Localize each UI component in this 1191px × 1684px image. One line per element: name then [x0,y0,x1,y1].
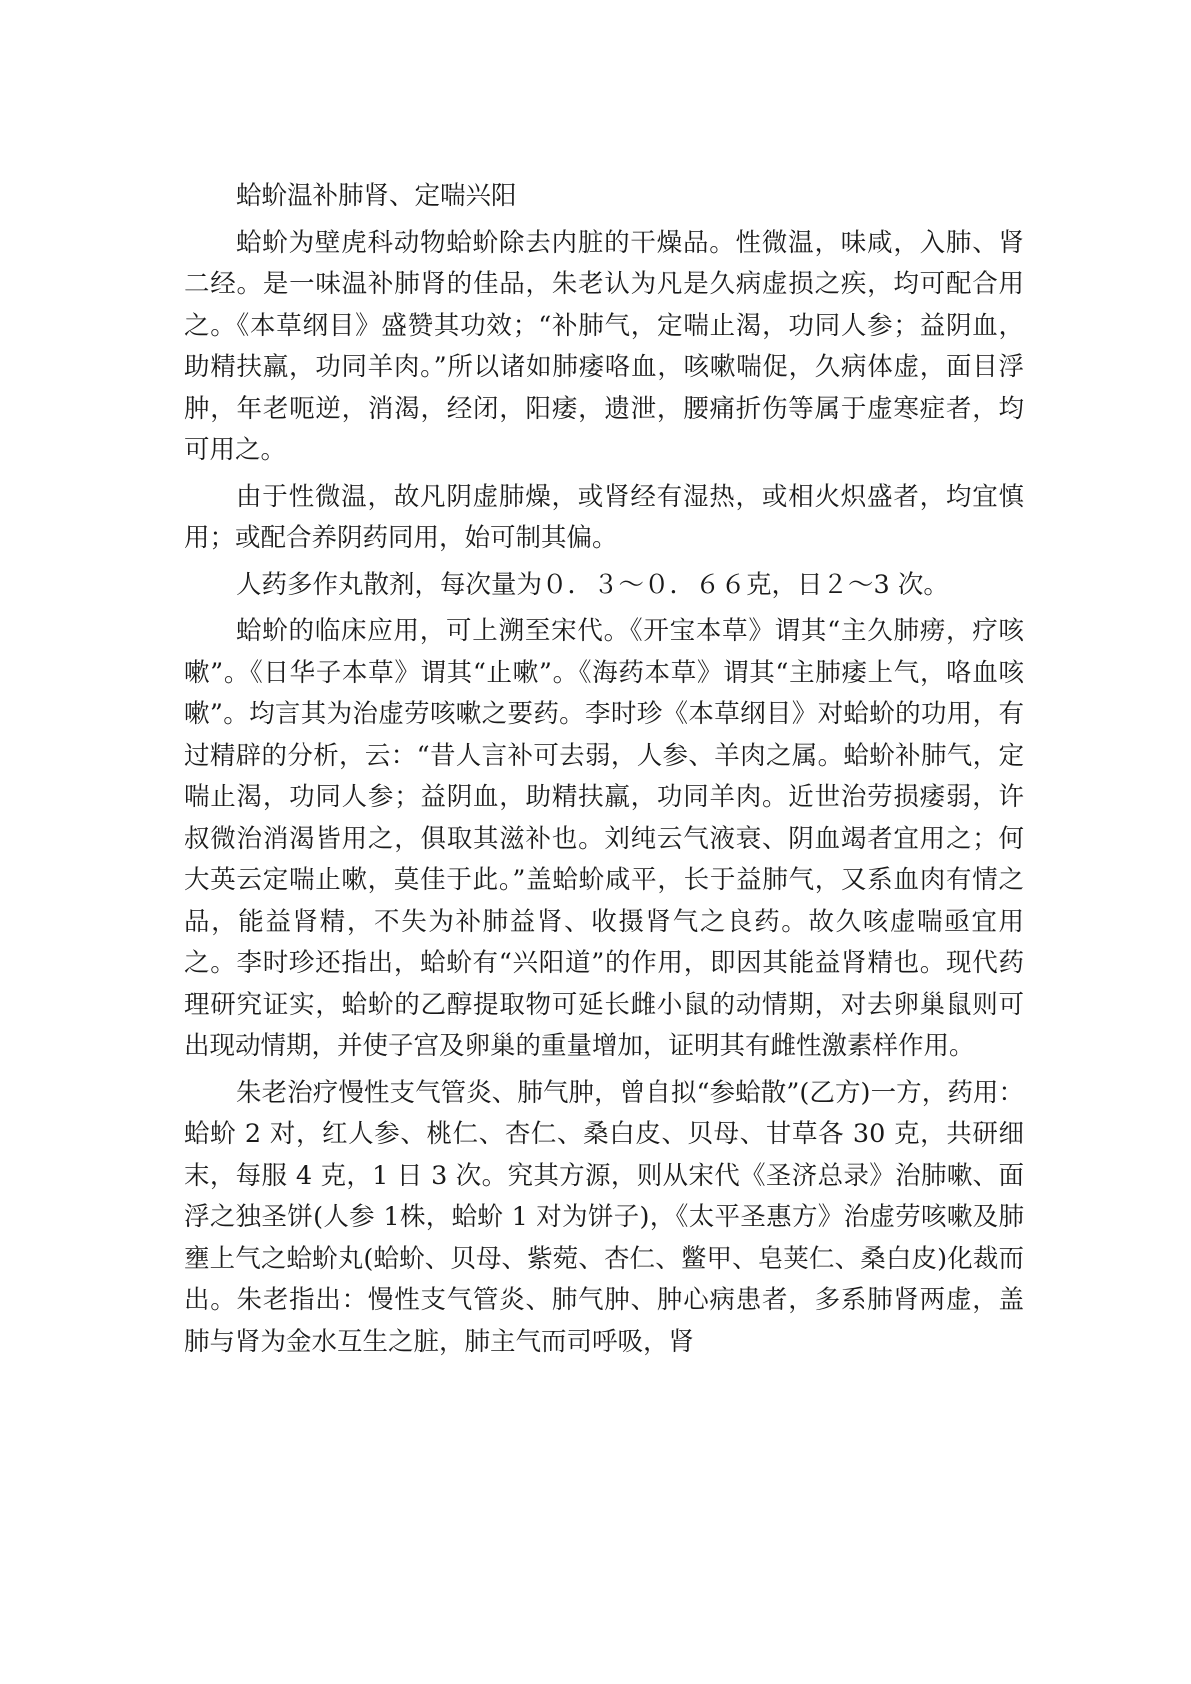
paragraph-prescription: 朱老治疗慢性支气管炎、肺气肿，曾自拟“参蛤散”(乙方)一方，药用：蛤蚧 2 对，红人参、桃仁、杏仁、桑白皮、贝母、甘草各 30 克，共研细末，每服 4 克，1 日 3 次。究其方源，则从宋代《圣济总录》治肺嗽、面浮之独圣饼(人参 1株，蛤蚧 1 对为饼子)，《太平圣惠方》治虚劳咳嗽及肺壅上气之蛤蚧丸(蛤蚧、贝母、紫菀、杏仁、鳖甲、皂荚仁、桑白皮)化裁而出。朱老指出：慢性支气管炎、肺气肿、肿心病患者，多系肺肾两虚，盖肺与肾为金水互生之脏，肺主气而司呼吸，肾 [184,1077,1024,1357]
paragraph-history: 蛤蚧的临床应用，可上溯至宋代。《开宝本草》谓其“主久肺痨，疗咳嗽”。《日华子本草》谓其“止嗽”。《海药本草》谓其“主肺痿上气，咯血咳嗽”。均言其为治虚劳咳嗽之要药。李时珍《本草纲目》对蛤蚧的功用，有过精辟的分析，云：“昔人言补可去弱，人参、羊肉之属。蛤蚧补肺气，定喘止渴，功同人参；益阴血，助精扶羸，功同羊肉。近世治劳损痿弱，许叔微治消渴皆用之，俱取其滋补也。刘纯云气液衰、阴血竭者宜用之；何大英云定喘止嗽，莫佳于此。”盖蛤蚧咸平，长于益肺气，又系血肉有情之品，能益肾精，不失为补肺益肾、收摄肾气之良药。故久咳虚喘亟宜用之。李时珍还指出，蛤蚧有“兴阳道”的作用，即因其能益肾精也。现代药理研究证实，蛤蚧的乙醇提取物可延长雌小鼠的动情期，对去卵巢鼠则可出现动情期，并使子宫及卵巢的重量增加，证明其有雌性激素样作用。 [184,616,1024,1061]
paragraph-dosage: 人药多作丸散剂，每次量为０．３～０．６６克，日２～3 次。 [236,569,949,600]
document-body [184,176,1024,1368]
paragraph-cautions: 由于性微温，故凡阴虚肺燥，或肾经有湿热，或相火炽盛者，均宜慎用；或配合养阴药同用，始可制其偏。 [184,481,1024,553]
section-heading: 蛤蚧温补肺肾、定喘兴阳 [236,181,517,211]
paragraph-properties: 蛤蚧为壁虎科动物蛤蚧除去内脏的干燥品。性微温，味咸，入肺、肾二经。是一味温补肺肾的佳品，朱老认为凡是久病虚损之疾，均可配合用之。《本草纲目》盛赞其功效；“补肺气，定喘止渴，功同人参；益阴血，助精扶羸，功同羊肉。”所以诸如肺痿咯血，咳嗽喘促，久病体虚，面目浮肿，年老呃逆，消渴，经闭，阳痿，遗泄，腰痛折伤等属于虚寒症者，均可用之。 [184,227,1024,465]
